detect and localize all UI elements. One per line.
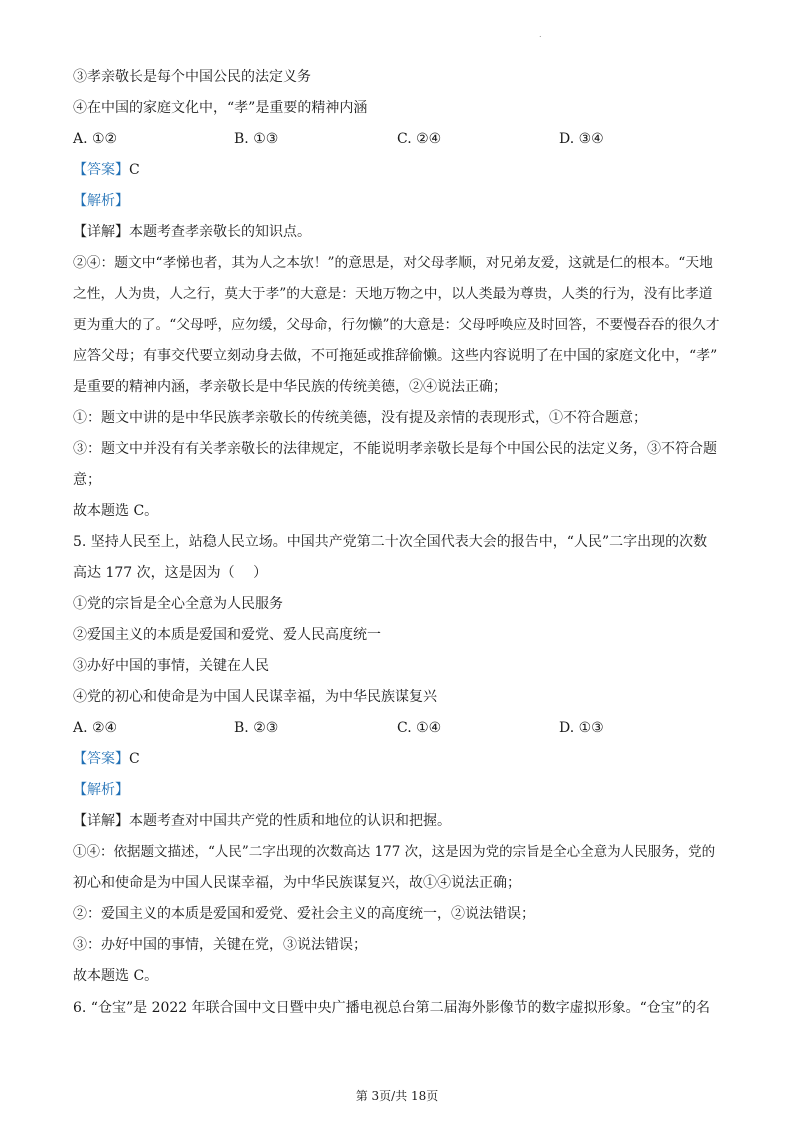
q5-option-c: C. ①④ [397, 720, 442, 736]
q4-explanation-line: ③：题文中并没有有关孝亲敬长的法律规定，不能说明孝亲敬长是每个中国公民的法定义务，③不符合题 [73, 441, 717, 457]
q4-explanation-line: ①：题文中讲的是中华民族孝亲敬长的传统美德，没有提及亲情的表现形式，①不符合题意； [73, 410, 647, 426]
q4-explanation-line: 意； [73, 472, 101, 488]
q4-explanation-line: 之性，人为贵，人之行，莫大于孝”的大意是：天地万物之中，以人类最为尊贵，人类的行为，没有比孝道 [73, 286, 713, 302]
q4-answer [73, 160, 140, 180]
q4-statement-4: ④在中国的家庭文化中，“孝”是重要的精神内涵 [73, 100, 368, 116]
q5-stem-line: 高达 177 次，这是因为（ ） [73, 565, 268, 581]
q5-statement-4: ④党的初心和使命是为中国人民谋幸福，为中华民族谋复兴 [73, 689, 437, 705]
q5-conclusion: 故本题选 C。 [73, 968, 159, 984]
page-footer: 第 3页/共 18页 [355, 1089, 439, 1103]
q4-detail-tag: 【详解】 [73, 224, 129, 240]
q4-option-c: C. ②④ [397, 131, 442, 147]
q5-answer [73, 749, 140, 769]
q5-detail-intro: 本题考查对中国共产党的性质和地位的认识和把握。 [129, 813, 451, 829]
q6-stem: 6. “仓宝”是 2022 年联合国中文日暨中央广播电视总台第二届海外影像节的数字虚拟形象。“仓宝”的名 [73, 1000, 710, 1016]
q4-answer-value: C [129, 162, 140, 178]
q4-option-b: B. ①③ [234, 131, 279, 147]
q4-answer-tag: 【答案】 [73, 162, 129, 178]
q4-explanation-line: 更为重大的了。“父母呼，应勿缓，父母命，行勿懒”的大意是：父母呼唤应及时回答，不要慢吞吞的很久才 [73, 317, 720, 333]
q5-option-d: D. ①③ [559, 720, 604, 736]
q5-answer-tag: 【答案】 [73, 751, 129, 767]
top-mark: . [539, 30, 542, 39]
q4-option-a: A. ①② [73, 131, 118, 147]
q5-statement-3: ③办好中国的事情，关键在人民 [73, 658, 269, 674]
q4-analysis-tag: 【解析】 [73, 193, 129, 209]
q5-explanation-line: ③：办好中国的事情，关键在党，③说法错误； [73, 937, 367, 953]
q4-option-d: D. ③④ [559, 131, 604, 147]
q5-detail [73, 811, 451, 831]
q5-option-b: B. ②③ [234, 720, 279, 736]
q4-explanation-line: 应答父母；有事交代要立刻动身去做，不可拖延或推辞偷懒。这些内容说明了在中国的家庭文化中，“孝” [73, 348, 718, 364]
q4-explanation-line: ②④：题文中“孝悌也者，其为人之本欤！”的意思是，对父母孝顺，对兄弟友爱，这就是仁的根本。“天地 [73, 255, 713, 271]
q4-detail [73, 222, 311, 242]
q5-statement-2: ②爱国主义的本质是爱国和爱党、爱人民高度统一 [73, 627, 381, 643]
q5-detail-tag: 【详解】 [73, 813, 129, 829]
q5-stem-line: 5. 坚持人民至上，站稳人民立场。中国共产党第二十次全国代表大会的报告中，“人民”二字出现的次数 [73, 534, 708, 550]
q4-statement-3: ③孝亲敬长是每个中国公民的法定义务 [73, 69, 311, 85]
q5-answer-value: C [129, 751, 140, 767]
q4-conclusion: 故本题选 C。 [73, 503, 159, 519]
q5-statement-1: ①党的宗旨是全心全意为人民服务 [73, 596, 283, 612]
q5-explanation-line: ②：爱国主义的本质是爱国和爱党、爱社会主义的高度统一，②说法错误； [73, 906, 535, 922]
q5-analysis-tag: 【解析】 [73, 782, 129, 798]
q5-explanation-line: ①④：依据题文描述，“人民”二字出现的次数高达 177 次，这是因为党的宗旨是全心全意为人民服务，党的 [73, 844, 716, 860]
q5-explanation-line: 初心和使命是为中国人民谋幸福，为中华民族谋复兴，故①④说法正确； [73, 875, 521, 891]
q4-detail-intro: 本题考查孝亲敬长的知识点。 [129, 224, 311, 240]
q4-explanation-line: 是重要的精神内涵，孝亲敬长是中华民族的传统美德，②④说法正确； [73, 379, 507, 395]
q5-option-a: A. ②④ [73, 720, 118, 736]
